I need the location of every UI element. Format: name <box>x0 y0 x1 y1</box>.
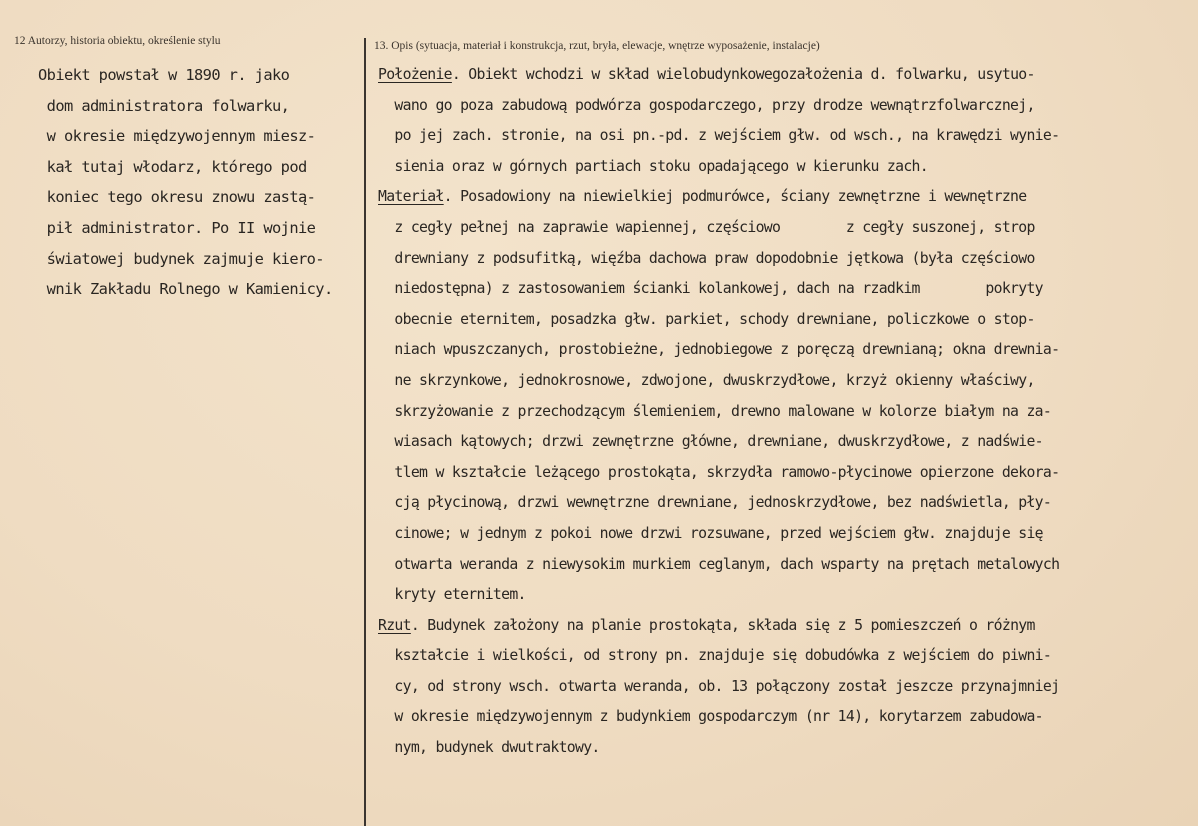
history-text <box>38 60 333 305</box>
section-label: Położenie <box>378 66 452 83</box>
description-line <box>378 641 1059 672</box>
description-line <box>378 427 1059 458</box>
right-column-header: 13. Opis (sytuacja, materiał i konstrukcja, rzut, bryła, elewacje, wnętrze wyposażenie, instalacje) <box>374 40 820 52</box>
history-line: dom administratora folwarku, <box>38 96 290 115</box>
description-text-run: sienia oraz w górnych partiach stoku opadającego w kierunku zach. <box>378 157 928 175</box>
description-text <box>378 60 1059 764</box>
description-line <box>378 121 1059 152</box>
description-line <box>378 182 1059 213</box>
section-label: Rzut <box>378 616 411 634</box>
description-line <box>378 702 1059 733</box>
description-line <box>378 733 1059 764</box>
description-text-run: wiasach kątowych; drzwi zewnętrzne główne, drewniane, dwuskrzydłowe, z nadświe- <box>378 433 1043 451</box>
history-line: wnik Zakładu Rolnego w Kamienicy. <box>38 280 333 299</box>
description-line <box>378 60 1059 91</box>
description-text-run: kształcie i wielkości, od strony pn. znajduje się dobudówka z wejściem do piwni- <box>378 647 1052 665</box>
description-text-run: z cegły pełnej na zaprawie wapiennej, częściowo z cegły suszonej, strop <box>378 218 1035 236</box>
description-text-run: nym, budynek dwutraktowy. <box>378 739 600 757</box>
history-line: w okresie międzywojennym miesz- <box>38 127 316 146</box>
description-text-run: drewniany z podsufitką, więźba dachowa praw dopodobnie jętkowa (była częściowo <box>378 249 1035 267</box>
description-text-run: . Posadowiony na niewielkiej podmurówce, ściany zewnętrzne i wewnętrzne <box>443 188 1027 206</box>
description-text-run: skrzyżowanie z przechodzącym ślemieniem, drewno malowane w kolorze białym na za- <box>378 402 1052 420</box>
description-line <box>378 213 1059 244</box>
description-text-run: niach wpuszczanych, prostobieżne, jednobiegowe z poręczą drewnianą; okna drewnia- <box>378 341 1060 359</box>
history-line: pił administrator. Po II wojnie <box>38 218 316 237</box>
description-text-run: cy, od strony wsch. otwarta weranda, ob. 13 połączony został jeszcze przynajmniej <box>378 677 1060 695</box>
description-text-run: po jej zach. stronie, na osi pn.-pd. z wejściem głw. od wsch., na krawędzi wynie- <box>378 127 1060 145</box>
description-line <box>378 458 1059 489</box>
description-text-run: . Budynek założony na planie prostokąta, składa się z 5 pomieszczeń o różnym <box>410 616 1035 634</box>
description-text-run: cją płycinową, drzwi wewnętrzne drewniane, jednoskrzydłowe, bez nadświetla, pły- <box>378 494 1052 512</box>
description-text-run: cinowe; w jednym z pokoi nowe drzwi rozsuwane, przed wejściem głw. znajduje się <box>378 524 1043 542</box>
history-line: światowej budynek zajmuje kiero- <box>38 249 324 268</box>
description-line <box>378 244 1059 275</box>
description-line <box>378 580 1059 611</box>
description-text-run: tlem w kształcie leżącego prostokąta, skrzydła ramowo-płycinowe opierzone dekora- <box>378 463 1060 481</box>
description-text-run: obecnie eternitem, posadzka głw. parkiet, schody drewniane, policzkowe o stop- <box>378 310 1035 328</box>
description-line <box>378 611 1059 642</box>
description-text-run: kryty eternitem. <box>378 586 526 604</box>
description-text-run: ne skrzynkowe, jednokrosnowe, zdwojone, dwuskrzydłowe, krzyż okienny właściwy, <box>378 371 1035 389</box>
column-divider <box>364 38 366 826</box>
description-line <box>378 305 1059 336</box>
description-line <box>378 152 1059 183</box>
description-text-run: otwarta weranda z niewysokim murkiem ceglanym, dach wsparty na prętach metalowych <box>378 555 1060 573</box>
description-text-run: . Obiekt wchodzi w skład wielobudynkowegozałożenia d. folwarku, usytuo- <box>451 66 1035 83</box>
history-line: koniec tego okresu znowu zastą- <box>38 188 316 207</box>
history-line: kał tutaj włodarz, którego pod <box>38 157 307 176</box>
description-text-run: wano go poza zabudową podwórza gospodarczego, przy drodze wewnątrzfolwarcznej, <box>378 96 1035 114</box>
description-text-run: w okresie międzywojennym z budynkiem gospodarczym (nr 14), korytarzem zabudowa- <box>378 708 1043 726</box>
left-column-header: 12 Autorzy, historia obiektu, określenie stylu <box>14 35 221 47</box>
description-line <box>378 274 1059 305</box>
description-text-run: niedostępna) z zastosowaniem ścianki kolankowej, dach na rzadkim pokryty <box>378 280 1043 298</box>
description-line <box>378 366 1059 397</box>
description-line <box>378 672 1059 703</box>
description-line <box>378 397 1059 428</box>
section-label: Materiał <box>378 188 444 206</box>
description-line <box>378 335 1059 366</box>
description-line <box>378 91 1059 122</box>
description-line <box>378 488 1059 519</box>
history-line: Obiekt powstał w 1890 r. jako <box>38 66 290 84</box>
description-line <box>378 519 1059 550</box>
description-line <box>378 550 1059 581</box>
